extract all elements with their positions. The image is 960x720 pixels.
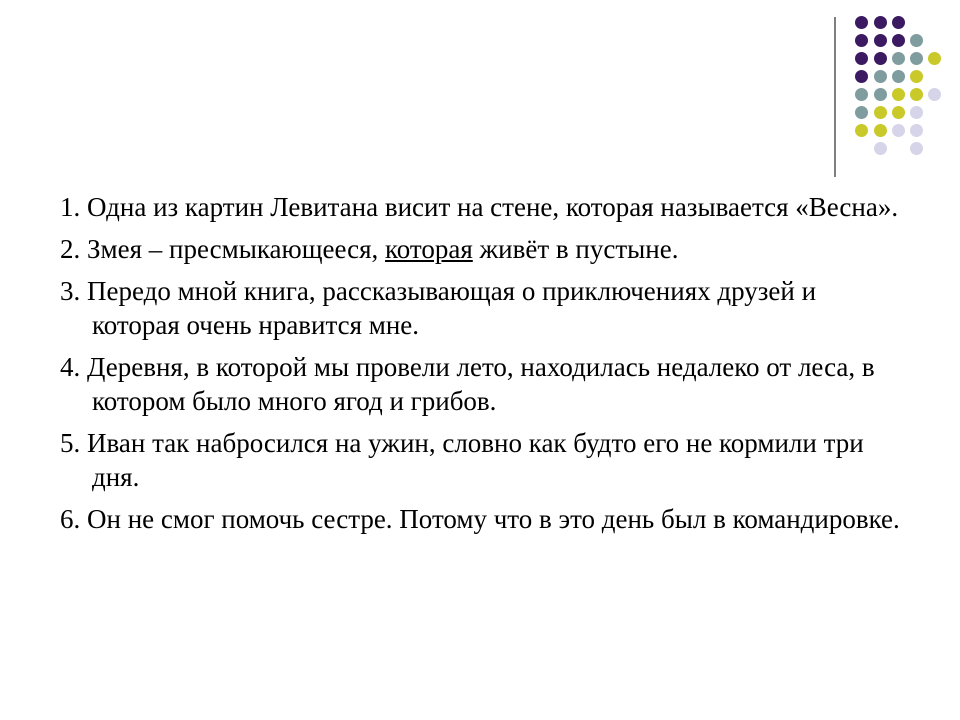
decor-dot [874,52,887,65]
sentence-item-6: 6. Он не смог помочь сестре. Потому что в это день был в командировке. [60,504,900,534]
sentence-item-5: 5. Иван так набросился на ужин, словно как будто его не кормили три дня. [60,428,864,492]
sentence-item-3: 3. Передо мной книга, рассказывающая о приключениях друзей и которая очень нравится мне. [60,276,817,340]
decor-dot [892,52,905,65]
decor-dot [910,70,923,83]
decor-dot [874,88,887,101]
decor-dot [855,70,868,83]
underlined-word: которая [385,234,473,264]
decor-dot [855,34,868,47]
decor-dot [874,124,887,137]
decor-dot [910,124,923,137]
decor-dot [855,106,868,119]
decor-dot [874,142,887,155]
decor-dot [874,34,887,47]
decor-dot [910,142,923,155]
decor-dot [874,106,887,119]
decor-dot [892,16,905,29]
decor-dot [855,52,868,65]
decor-dot [928,88,941,101]
sentence-item-2-before: 2. Змея – пресмыкающееся, [60,234,386,264]
decor-dot [910,88,923,101]
decor-dot [892,34,905,47]
decor-dot [910,106,923,119]
sentence-item-4: 4. Деревня, в которой мы провели лето, находилась недалеко от леса, в котором было много ягод и грибов. [60,352,875,416]
decor-dot [874,70,887,83]
decor-dot [874,16,887,29]
sentence-item-1: 1. Одна из картин Левитана висит на стене, которая называется «Весна». [60,192,899,222]
decor-dot [855,16,868,29]
decor-dot [928,52,941,65]
sentence-item-2 [60,232,900,266]
decorative-dot-grid [0,0,960,200]
decor-dot [910,34,923,47]
decor-dot [892,70,905,83]
sentence-list [60,190,900,544]
decor-dot [892,88,905,101]
decor-dot [892,124,905,137]
sentence-item-2-after: живёт в пустыне. [472,234,679,264]
decor-dot [855,88,868,101]
decor-dot [910,52,923,65]
decor-dot [855,124,868,137]
decor-dot [892,106,905,119]
